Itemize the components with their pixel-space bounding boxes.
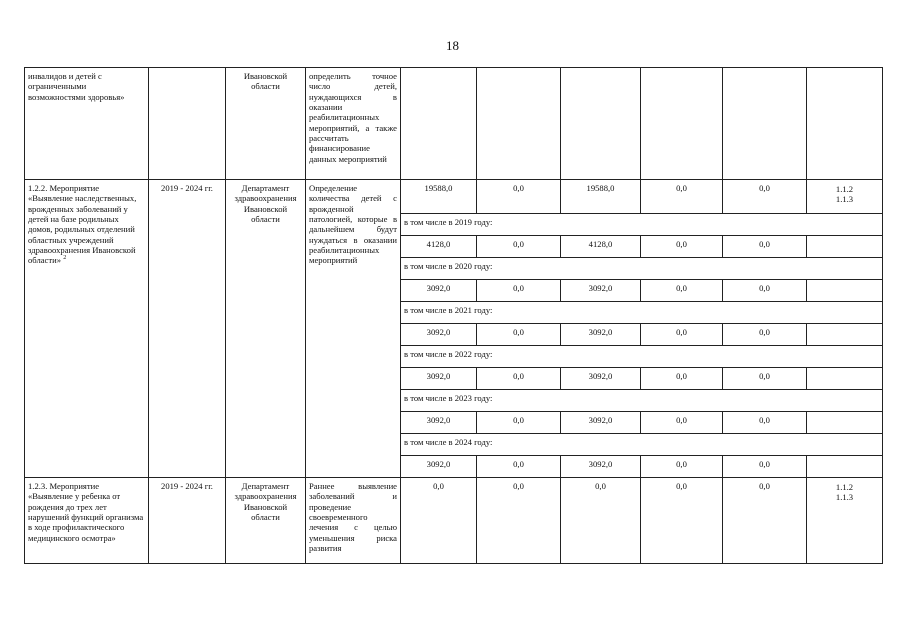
indicators-cell: 1.1.2 1.1.3 bbox=[807, 478, 883, 564]
year-subheader: в том числе в 2021 году: bbox=[401, 302, 883, 324]
expected-result-cell: Определение количества детей с врожденной патологией, которые в дальнейшем будут нуждаться в оказании реабилитационных мероприятий bbox=[306, 180, 401, 478]
empty-cell bbox=[807, 68, 883, 180]
value-cell: 19588,0 bbox=[561, 180, 641, 214]
value-cell: 0,0 bbox=[641, 236, 723, 258]
value-cell: 3092,0 bbox=[401, 280, 477, 302]
program-activities-table bbox=[24, 67, 883, 564]
value-cell: 0,0 bbox=[477, 180, 561, 214]
value-cell: 0,0 bbox=[477, 280, 561, 302]
value-cell: 3092,0 bbox=[561, 412, 641, 434]
empty-cell bbox=[641, 68, 723, 180]
value-cell: 0,0 bbox=[477, 324, 561, 346]
period-cell: 2019 - 2024 гг. bbox=[149, 478, 226, 564]
value-cell: 0,0 bbox=[723, 180, 807, 214]
activity-name-cell-1-2-2 bbox=[25, 180, 149, 478]
value-cell: 0,0 bbox=[477, 236, 561, 258]
year-subheader: в том числе в 2024 году: bbox=[401, 434, 883, 456]
value-cell: 3092,0 bbox=[401, 456, 477, 478]
empty-cell bbox=[723, 68, 807, 180]
value-cell: 0,0 bbox=[477, 478, 561, 564]
page-number: 18 bbox=[446, 38, 459, 53]
value-cell: 0,0 bbox=[641, 478, 723, 564]
expected-result-cell: Раннее выявление заболеваний и проведение своевременного лечения с целью уменьшения риска развития bbox=[306, 478, 401, 564]
value-cell: 4128,0 bbox=[561, 236, 641, 258]
value-cell: 0,0 bbox=[641, 180, 723, 214]
table-row-1-2-2-total bbox=[25, 180, 883, 214]
activity-name-cell: инвалидов и детей с ограниченными возможностями здоровья» bbox=[25, 68, 149, 180]
value-cell: 19588,0 bbox=[401, 180, 477, 214]
empty-cell bbox=[807, 368, 883, 390]
value-cell: 0,0 bbox=[723, 478, 807, 564]
value-cell: 0,0 bbox=[401, 478, 477, 564]
activity-name-text: 1.2.2. Мероприятие «Выявление наследственных, врожденных заболеваний у детей на базе родильных домов, родильных отделений областных учреждений здравоохранения Ивановской области» bbox=[28, 183, 137, 266]
value-cell: 3092,0 bbox=[561, 456, 641, 478]
value-cell: 4128,0 bbox=[401, 236, 477, 258]
table-row-continuation bbox=[25, 68, 883, 180]
empty-cell bbox=[807, 412, 883, 434]
value-cell: 0,0 bbox=[477, 412, 561, 434]
value-cell: 0,0 bbox=[723, 412, 807, 434]
year-subheader: в том числе в 2019 году: bbox=[401, 214, 883, 236]
year-subheader: в том числе в 2020 году: bbox=[401, 258, 883, 280]
empty-cell bbox=[561, 68, 641, 180]
empty-cell bbox=[807, 456, 883, 478]
value-cell: 0,0 bbox=[561, 478, 641, 564]
empty-cell bbox=[477, 68, 561, 180]
executor-cell: Департамент здравоохранения Ивановской области bbox=[226, 478, 306, 564]
value-cell: 0,0 bbox=[723, 324, 807, 346]
value-cell: 0,0 bbox=[641, 456, 723, 478]
value-cell: 0,0 bbox=[477, 368, 561, 390]
footnote-marker: 2 bbox=[63, 255, 67, 262]
value-cell: 0,0 bbox=[723, 456, 807, 478]
value-cell: 0,0 bbox=[641, 324, 723, 346]
value-cell: 0,0 bbox=[477, 456, 561, 478]
empty-cell bbox=[807, 324, 883, 346]
value-cell: 0,0 bbox=[641, 280, 723, 302]
indicators-cell: 1.1.2 1.1.3 bbox=[807, 180, 883, 214]
value-cell: 0,0 bbox=[723, 368, 807, 390]
year-subheader: в том числе в 2023 году: bbox=[401, 390, 883, 412]
value-cell: 3092,0 bbox=[401, 412, 477, 434]
executor-cell: Департамент здравоохранения Ивановской области bbox=[226, 180, 306, 478]
value-cell: 0,0 bbox=[723, 280, 807, 302]
activity-name-cell-1-2-3: 1.2.3. Мероприятие «Выявление у ребенка от рождения до трех лет нарушений функций организма в ходе профилактического медицинского осмотра» bbox=[25, 478, 149, 564]
executor-cell: Ивановской области bbox=[226, 68, 306, 180]
value-cell: 3092,0 bbox=[401, 324, 477, 346]
value-cell: 0,0 bbox=[641, 412, 723, 434]
empty-cell bbox=[807, 280, 883, 302]
period-cell bbox=[149, 68, 226, 180]
empty-cell bbox=[401, 68, 477, 180]
table-row-1-2-3 bbox=[25, 478, 883, 564]
value-cell: 0,0 bbox=[723, 236, 807, 258]
empty-cell bbox=[807, 236, 883, 258]
expected-result-cell: определить точное число детей, нуждающихся в оказании реабилитационных мероприятий, а также рассчитать финансирование данных мероприятий bbox=[306, 68, 401, 180]
value-cell: 3092,0 bbox=[401, 368, 477, 390]
year-subheader: в том числе в 2022 году: bbox=[401, 346, 883, 368]
period-cell: 2019 - 2024 гг. bbox=[149, 180, 226, 478]
value-cell: 0,0 bbox=[641, 368, 723, 390]
value-cell: 3092,0 bbox=[561, 368, 641, 390]
value-cell: 3092,0 bbox=[561, 280, 641, 302]
value-cell: 3092,0 bbox=[561, 324, 641, 346]
